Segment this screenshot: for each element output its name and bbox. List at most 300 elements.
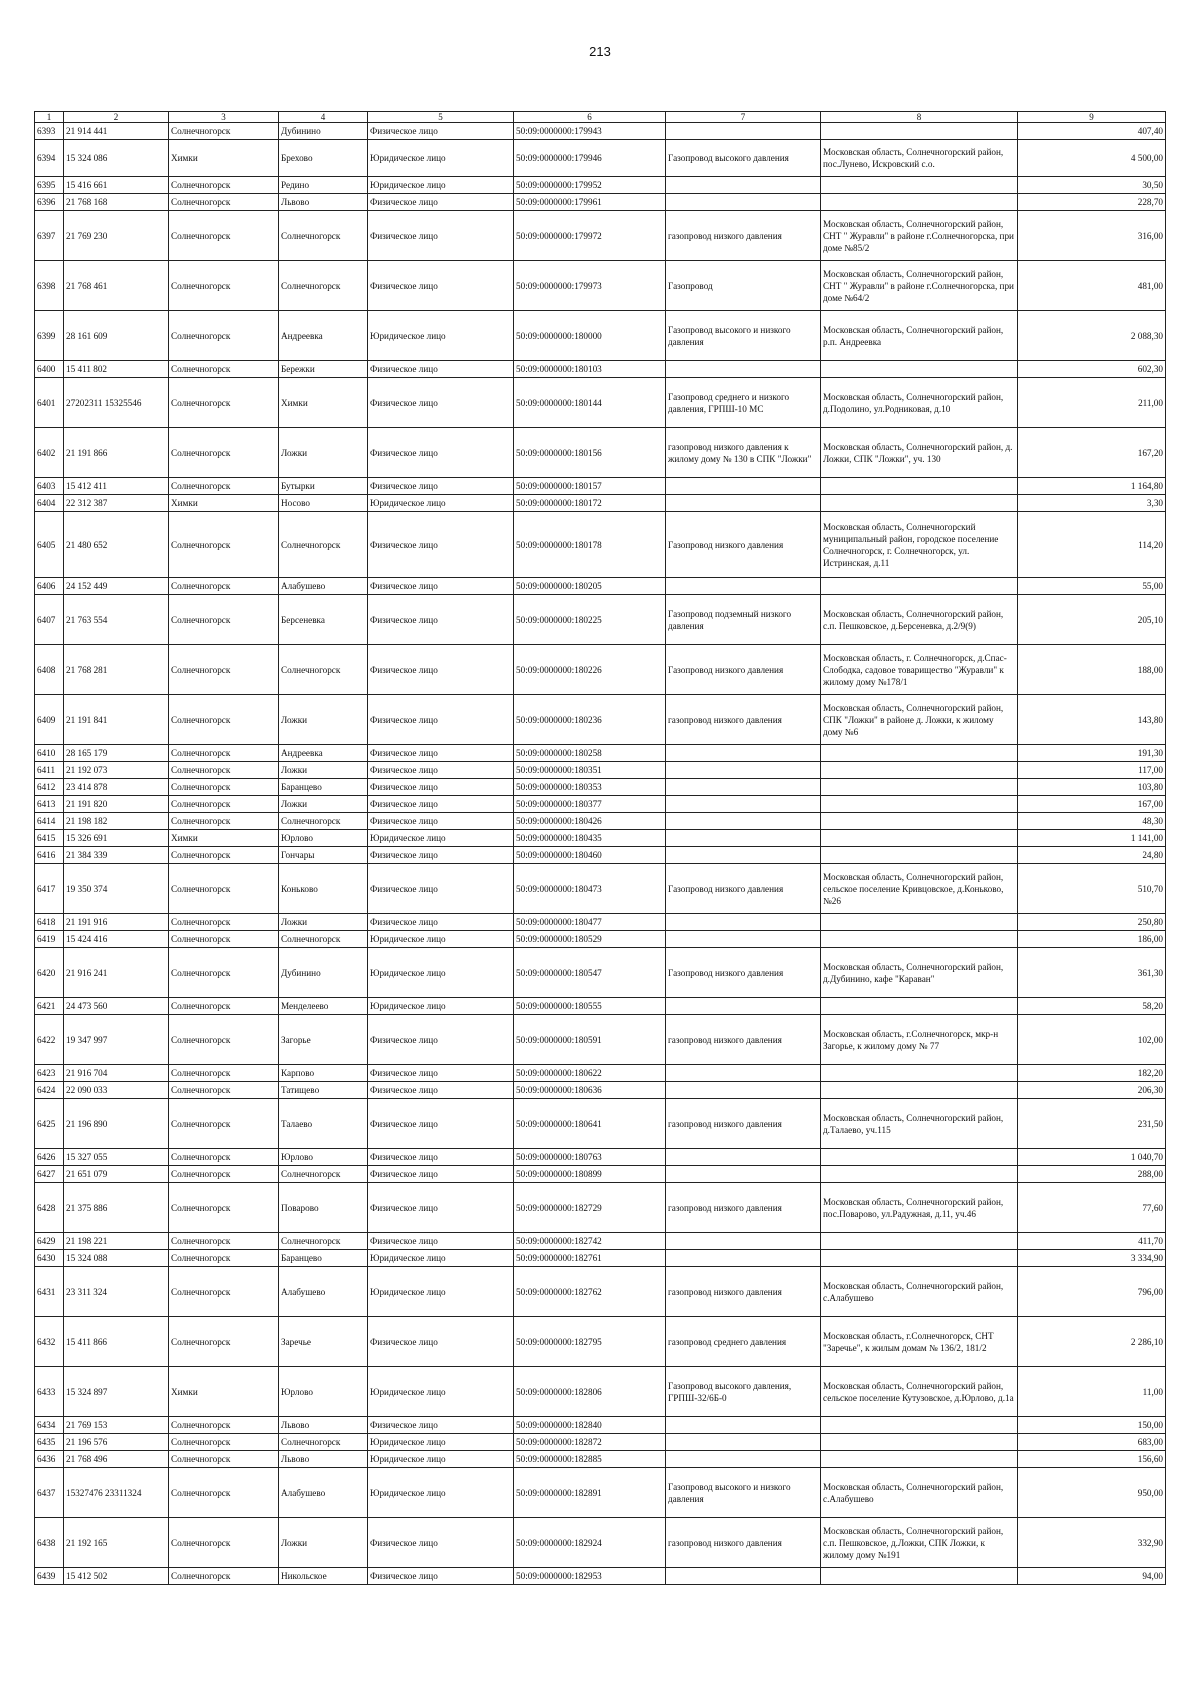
owner-type-cell: Физическое лицо bbox=[368, 1518, 514, 1568]
object-description-cell bbox=[666, 762, 821, 779]
code-cell: 21 763 554 bbox=[64, 595, 169, 645]
district-cell: Химки bbox=[169, 1367, 279, 1417]
cadastral-number-cell: 50:09:0000000:182806 bbox=[514, 1367, 666, 1417]
cadastral-number-cell: 50:09:0000000:180157 bbox=[514, 478, 666, 495]
row-number: 6438 bbox=[35, 1518, 64, 1568]
cadastral-number-cell: 50:09:0000000:179961 bbox=[514, 194, 666, 211]
object-description-cell: Газопровод высокого и низкого давления bbox=[666, 1468, 821, 1518]
district-cell: Солнечногорск bbox=[169, 1267, 279, 1317]
value-cell: 117,00 bbox=[1018, 762, 1166, 779]
locality-cell: Солнечногорск bbox=[279, 261, 368, 311]
row-number: 6403 bbox=[35, 478, 64, 495]
code-cell: 21 480 652 bbox=[64, 512, 169, 578]
value-cell: 2 088,30 bbox=[1018, 311, 1166, 361]
value-cell: 316,00 bbox=[1018, 211, 1166, 261]
locality-cell: Гончары bbox=[279, 847, 368, 864]
table-row bbox=[35, 1183, 1166, 1233]
value-cell: 188,00 bbox=[1018, 645, 1166, 695]
owner-type-cell: Физическое лицо bbox=[368, 645, 514, 695]
value-cell: 206,30 bbox=[1018, 1082, 1166, 1099]
cadastral-number-cell: 50:09:0000000:180377 bbox=[514, 796, 666, 813]
code-cell: 15 327 055 bbox=[64, 1149, 169, 1166]
cadastral-number-cell: 50:09:0000000:180529 bbox=[514, 931, 666, 948]
code-cell: 15 412 411 bbox=[64, 478, 169, 495]
owner-type-cell: Юридическое лицо bbox=[368, 931, 514, 948]
address-cell: Московская область, Солнечногорский район, с.Алабушево bbox=[821, 1468, 1018, 1518]
address-cell bbox=[821, 762, 1018, 779]
district-cell: Солнечногорск bbox=[169, 998, 279, 1015]
row-number: 6400 bbox=[35, 361, 64, 378]
value-cell: 950,00 bbox=[1018, 1468, 1166, 1518]
cadastral-number-cell: 50:09:0000000:180258 bbox=[514, 745, 666, 762]
row-number: 6415 bbox=[35, 830, 64, 847]
object-description-cell: газопровод низкого давления bbox=[666, 1518, 821, 1568]
address-cell bbox=[821, 830, 1018, 847]
code-cell: 21 916 704 bbox=[64, 1065, 169, 1082]
district-cell: Солнечногорск bbox=[169, 948, 279, 998]
owner-type-cell: Физическое лицо bbox=[368, 578, 514, 595]
address-cell: Московская область, г.Солнечногорск, мкр-н Загорье, к жилому дому № 77 bbox=[821, 1015, 1018, 1065]
locality-cell: Алабушево bbox=[279, 578, 368, 595]
address-cell bbox=[821, 931, 1018, 948]
value-cell: 114,20 bbox=[1018, 512, 1166, 578]
row-number: 6422 bbox=[35, 1015, 64, 1065]
locality-cell: Бутырки bbox=[279, 478, 368, 495]
cadastral-number-cell: 50:09:0000000:182924 bbox=[514, 1518, 666, 1568]
address-cell: Московская область, г. Солнечногорск, д.Спас-Слободка, садовое товарищество "Журавли" к жилому дому №178/1 bbox=[821, 645, 1018, 695]
table-row bbox=[35, 512, 1166, 578]
object-description-cell bbox=[666, 361, 821, 378]
cadastral-number-cell: 50:09:0000000:180622 bbox=[514, 1065, 666, 1082]
object-description-cell bbox=[666, 1434, 821, 1451]
value-cell: 24,80 bbox=[1018, 847, 1166, 864]
locality-cell: Коньково bbox=[279, 864, 368, 914]
table-row bbox=[35, 378, 1166, 428]
object-description-cell bbox=[666, 847, 821, 864]
owner-type-cell: Физическое лицо bbox=[368, 512, 514, 578]
address-cell: Московская область, Солнечногорский район, СНТ " Журавли" в районе г.Солнечногорска, при доме №64/2 bbox=[821, 261, 1018, 311]
owner-type-cell: Юридическое лицо bbox=[368, 830, 514, 847]
value-cell: 48,30 bbox=[1018, 813, 1166, 830]
row-number: 6395 bbox=[35, 177, 64, 194]
code-cell: 21 768 168 bbox=[64, 194, 169, 211]
object-description-cell: Газопровод низкого давления bbox=[666, 645, 821, 695]
table-row bbox=[35, 1149, 1166, 1166]
owner-type-cell: Физическое лицо bbox=[368, 1065, 514, 1082]
table-row bbox=[35, 578, 1166, 595]
code-cell: 21 375 886 bbox=[64, 1183, 169, 1233]
object-description-cell bbox=[666, 998, 821, 1015]
object-description-cell: Газопровод низкого давления bbox=[666, 512, 821, 578]
value-cell: 30,50 bbox=[1018, 177, 1166, 194]
district-cell: Солнечногорск bbox=[169, 796, 279, 813]
cadastral-number-cell: 50:09:0000000:180477 bbox=[514, 914, 666, 931]
value-cell: 1 040,70 bbox=[1018, 1149, 1166, 1166]
table-row bbox=[35, 495, 1166, 512]
locality-cell: Редино bbox=[279, 177, 368, 194]
code-cell: 21 192 073 bbox=[64, 762, 169, 779]
value-cell: 481,00 bbox=[1018, 261, 1166, 311]
address-cell: Московская область, Солнечногорский район, д.Подолино, ул.Родниковая, д.10 bbox=[821, 378, 1018, 428]
district-cell: Солнечногорск bbox=[169, 1099, 279, 1149]
object-description-cell: газопровод низкого давления bbox=[666, 1267, 821, 1317]
cadastral-number-cell: 50:09:0000000:180555 bbox=[514, 998, 666, 1015]
owner-type-cell: Юридическое лицо bbox=[368, 1434, 514, 1451]
value-cell: 602,30 bbox=[1018, 361, 1166, 378]
cadastral-number-cell: 50:09:0000000:180103 bbox=[514, 361, 666, 378]
owner-type-cell: Юридическое лицо bbox=[368, 1250, 514, 1267]
value-cell: 3,30 bbox=[1018, 495, 1166, 512]
table-row bbox=[35, 1568, 1166, 1585]
address-cell: Московская область, Солнечногорский район, СНТ " Журавли" в районе г.Солнечногорска, при доме №85/2 bbox=[821, 211, 1018, 261]
value-cell: 191,30 bbox=[1018, 745, 1166, 762]
cadastral-number-cell: 50:09:0000000:179972 bbox=[514, 211, 666, 261]
col-header: 3 bbox=[169, 112, 279, 123]
locality-cell: Химки bbox=[279, 378, 368, 428]
object-description-cell bbox=[666, 478, 821, 495]
table-row bbox=[35, 1233, 1166, 1250]
value-cell: 407,40 bbox=[1018, 123, 1166, 140]
locality-cell: Ложки bbox=[279, 695, 368, 745]
code-cell: 15 326 691 bbox=[64, 830, 169, 847]
cadastral-number-cell: 50:09:0000000:180226 bbox=[514, 645, 666, 695]
object-description-cell: газопровод низкого давления bbox=[666, 1099, 821, 1149]
row-number: 6401 bbox=[35, 378, 64, 428]
code-cell: 21 769 230 bbox=[64, 211, 169, 261]
address-cell bbox=[821, 1250, 1018, 1267]
owner-type-cell: Физическое лицо bbox=[368, 361, 514, 378]
table-row bbox=[35, 311, 1166, 361]
table-row bbox=[35, 762, 1166, 779]
district-cell: Солнечногорск bbox=[169, 931, 279, 948]
value-cell: 1 164,80 bbox=[1018, 478, 1166, 495]
district-cell: Солнечногорск bbox=[169, 779, 279, 796]
code-cell: 15 424 416 bbox=[64, 931, 169, 948]
owner-type-cell: Юридическое лицо bbox=[368, 177, 514, 194]
address-cell bbox=[821, 745, 1018, 762]
object-description-cell bbox=[666, 1082, 821, 1099]
object-description-cell: газопровод низкого давления к жилому дому № 130 в СПК "Ложки" bbox=[666, 428, 821, 478]
district-cell: Солнечногорск bbox=[169, 378, 279, 428]
district-cell: Солнечногорск bbox=[169, 578, 279, 595]
locality-cell: Баранцево bbox=[279, 779, 368, 796]
row-number: 6425 bbox=[35, 1099, 64, 1149]
code-cell: 19 347 997 bbox=[64, 1015, 169, 1065]
district-cell: Солнечногорск bbox=[169, 428, 279, 478]
code-cell: 28 161 609 bbox=[64, 311, 169, 361]
value-cell: 1 141,00 bbox=[1018, 830, 1166, 847]
owner-type-cell: Физическое лицо bbox=[368, 1166, 514, 1183]
code-cell: 15 412 502 bbox=[64, 1568, 169, 1585]
district-cell: Солнечногорск bbox=[169, 1082, 279, 1099]
col-header: 4 bbox=[279, 112, 368, 123]
district-cell: Солнечногорск bbox=[169, 211, 279, 261]
locality-cell: Алабушево bbox=[279, 1468, 368, 1518]
row-number: 6413 bbox=[35, 796, 64, 813]
district-cell: Солнечногорск bbox=[169, 478, 279, 495]
cadastral-number-cell: 50:09:0000000:180000 bbox=[514, 311, 666, 361]
object-description-cell: Газопровод низкого давления bbox=[666, 864, 821, 914]
locality-cell: Талаево bbox=[279, 1099, 368, 1149]
col-header: 2 bbox=[64, 112, 169, 123]
cadastral-number-cell: 50:09:0000000:180172 bbox=[514, 495, 666, 512]
locality-cell: Дубинино bbox=[279, 948, 368, 998]
district-cell: Солнечногорск bbox=[169, 1417, 279, 1434]
locality-cell: Ложки bbox=[279, 796, 368, 813]
district-cell: Химки bbox=[169, 830, 279, 847]
code-cell: 21 191 820 bbox=[64, 796, 169, 813]
header-row bbox=[35, 112, 1166, 123]
locality-cell: Баранцево bbox=[279, 1250, 368, 1267]
address-cell bbox=[821, 779, 1018, 796]
cadastral-number-cell: 50:09:0000000:180205 bbox=[514, 578, 666, 595]
cadastral-number-cell: 50:09:0000000:182762 bbox=[514, 1267, 666, 1317]
district-cell: Солнечногорск bbox=[169, 762, 279, 779]
row-number: 6405 bbox=[35, 512, 64, 578]
address-cell: Московская область, Солнечногорский район, с.п. Пешковское, д.Ложки, СПК Ложки, к жилому дому №191 bbox=[821, 1518, 1018, 1568]
table-row bbox=[35, 1417, 1166, 1434]
district-cell: Солнечногорск bbox=[169, 311, 279, 361]
address-cell bbox=[821, 813, 1018, 830]
district-cell: Солнечногорск bbox=[169, 261, 279, 311]
row-number: 6419 bbox=[35, 931, 64, 948]
district-cell: Солнечногорск bbox=[169, 123, 279, 140]
value-cell: 796,00 bbox=[1018, 1267, 1166, 1317]
district-cell: Солнечногорск bbox=[169, 864, 279, 914]
code-cell: 21 914 441 bbox=[64, 123, 169, 140]
code-cell: 21 196 890 bbox=[64, 1099, 169, 1149]
table-row bbox=[35, 1434, 1166, 1451]
code-cell: 15327476 23311324 bbox=[64, 1468, 169, 1518]
table-row bbox=[35, 914, 1166, 931]
object-description-cell bbox=[666, 931, 821, 948]
row-number: 6418 bbox=[35, 914, 64, 931]
owner-type-cell: Физическое лицо bbox=[368, 813, 514, 830]
cadastral-number-cell: 50:09:0000000:179946 bbox=[514, 140, 666, 177]
table-row bbox=[35, 478, 1166, 495]
code-cell: 15 411 866 bbox=[64, 1317, 169, 1367]
locality-cell: Татищево bbox=[279, 1082, 368, 1099]
address-cell: Московская область, Солнечногорский район, СПК "Ложки" в районе д. Ложки, к жилому дому №6 bbox=[821, 695, 1018, 745]
row-number: 6434 bbox=[35, 1417, 64, 1434]
district-cell: Химки bbox=[169, 140, 279, 177]
value-cell: 94,00 bbox=[1018, 1568, 1166, 1585]
table-row bbox=[35, 211, 1166, 261]
row-number: 6426 bbox=[35, 1149, 64, 1166]
locality-cell: Солнечногорск bbox=[279, 1434, 368, 1451]
object-description-cell bbox=[666, 1451, 821, 1468]
locality-cell: Заречье bbox=[279, 1317, 368, 1367]
object-description-cell: газопровод среднего давления bbox=[666, 1317, 821, 1367]
owner-type-cell: Физическое лицо bbox=[368, 428, 514, 478]
address-cell bbox=[821, 495, 1018, 512]
cadastral-number-cell: 50:09:0000000:180547 bbox=[514, 948, 666, 998]
table-row bbox=[35, 645, 1166, 695]
object-description-cell: Газопровод высокого давления bbox=[666, 140, 821, 177]
value-cell: 205,10 bbox=[1018, 595, 1166, 645]
cadastral-number-cell: 50:09:0000000:180435 bbox=[514, 830, 666, 847]
locality-cell: Ложки bbox=[279, 914, 368, 931]
locality-cell: Никольское bbox=[279, 1568, 368, 1585]
table-row bbox=[35, 428, 1166, 478]
object-description-cell bbox=[666, 1417, 821, 1434]
address-cell bbox=[821, 1568, 1018, 1585]
cadastral-number-cell: 50:09:0000000:180636 bbox=[514, 1082, 666, 1099]
locality-cell: Солнечногорск bbox=[279, 931, 368, 948]
cadastral-number-cell: 50:09:0000000:180591 bbox=[514, 1015, 666, 1065]
object-description-cell: газопровод низкого давления bbox=[666, 1015, 821, 1065]
code-cell: 21 191 916 bbox=[64, 914, 169, 931]
value-cell: 182,20 bbox=[1018, 1065, 1166, 1082]
locality-cell: Львово bbox=[279, 194, 368, 211]
owner-type-cell: Физическое лицо bbox=[368, 695, 514, 745]
owner-type-cell: Физическое лицо bbox=[368, 123, 514, 140]
cadastral-number-cell: 50:09:0000000:180353 bbox=[514, 779, 666, 796]
address-cell bbox=[821, 914, 1018, 931]
table-row bbox=[35, 948, 1166, 998]
code-cell: 21 196 576 bbox=[64, 1434, 169, 1451]
owner-type-cell: Физическое лицо bbox=[368, 1233, 514, 1250]
owner-type-cell: Физическое лицо bbox=[368, 779, 514, 796]
code-cell: 22 090 033 bbox=[64, 1082, 169, 1099]
code-cell: 19 350 374 bbox=[64, 864, 169, 914]
table-row bbox=[35, 779, 1166, 796]
row-number: 6393 bbox=[35, 123, 64, 140]
address-cell: Московская область, Солнечногорский муниципальный район, городское поселение Солнечногорск, г. Солнечногорск, ул. Истринская, д.11 bbox=[821, 512, 1018, 578]
table-row bbox=[35, 830, 1166, 847]
row-number: 6433 bbox=[35, 1367, 64, 1417]
table-row bbox=[35, 595, 1166, 645]
page-number: 213 bbox=[589, 44, 611, 59]
cadastral-number-cell: 50:09:0000000:182891 bbox=[514, 1468, 666, 1518]
table-row bbox=[35, 194, 1166, 211]
owner-type-cell: Физическое лицо bbox=[368, 1015, 514, 1065]
locality-cell: Юрлово bbox=[279, 1367, 368, 1417]
address-cell bbox=[821, 1065, 1018, 1082]
row-number: 6431 bbox=[35, 1267, 64, 1317]
code-cell: 23 311 324 bbox=[64, 1267, 169, 1317]
code-cell: 15 411 802 bbox=[64, 361, 169, 378]
value-cell: 150,00 bbox=[1018, 1417, 1166, 1434]
code-cell: 21 916 241 bbox=[64, 948, 169, 998]
object-description-cell bbox=[666, 495, 821, 512]
locality-cell: Солнечногорск bbox=[279, 1166, 368, 1183]
table-row bbox=[35, 813, 1166, 830]
address-cell bbox=[821, 1149, 1018, 1166]
district-cell: Солнечногорск bbox=[169, 1518, 279, 1568]
value-cell: 250,80 bbox=[1018, 914, 1166, 931]
table-row bbox=[35, 140, 1166, 177]
value-cell: 4 500,00 bbox=[1018, 140, 1166, 177]
owner-type-cell: Юридическое лицо bbox=[368, 1367, 514, 1417]
value-cell: 186,00 bbox=[1018, 931, 1166, 948]
cadastral-number-cell: 50:09:0000000:180351 bbox=[514, 762, 666, 779]
locality-cell: Алабушево bbox=[279, 1267, 368, 1317]
owner-type-cell: Физическое лицо bbox=[368, 211, 514, 261]
locality-cell: Дубинино bbox=[279, 123, 368, 140]
owner-type-cell: Физическое лицо bbox=[368, 1317, 514, 1367]
cadastral-number-cell: 50:09:0000000:180144 bbox=[514, 378, 666, 428]
owner-type-cell: Физическое лицо bbox=[368, 595, 514, 645]
object-description-cell bbox=[666, 177, 821, 194]
locality-cell: Юрлово bbox=[279, 830, 368, 847]
owner-type-cell: Юридическое лицо bbox=[368, 140, 514, 177]
cadastral-number-cell: 50:09:0000000:180641 bbox=[514, 1099, 666, 1149]
owner-type-cell: Физическое лицо bbox=[368, 847, 514, 864]
district-cell: Солнечногорск bbox=[169, 595, 279, 645]
locality-cell: Карпово bbox=[279, 1065, 368, 1082]
code-cell: 24 152 449 bbox=[64, 578, 169, 595]
row-number: 6423 bbox=[35, 1065, 64, 1082]
row-number: 6439 bbox=[35, 1568, 64, 1585]
row-number: 6430 bbox=[35, 1250, 64, 1267]
district-cell: Солнечногорск bbox=[169, 1317, 279, 1367]
cadastral-number-cell: 50:09:0000000:180156 bbox=[514, 428, 666, 478]
district-cell: Солнечногорск bbox=[169, 745, 279, 762]
owner-type-cell: Физическое лицо bbox=[368, 914, 514, 931]
district-cell: Солнечногорск bbox=[169, 695, 279, 745]
district-cell: Солнечногорск bbox=[169, 1468, 279, 1518]
locality-cell: Львово bbox=[279, 1417, 368, 1434]
cadastral-number-cell: 50:09:0000000:180473 bbox=[514, 864, 666, 914]
value-cell: 2 286,10 bbox=[1018, 1317, 1166, 1367]
row-number: 6410 bbox=[35, 745, 64, 762]
locality-cell: Солнечногорск bbox=[279, 645, 368, 695]
district-cell: Солнечногорск bbox=[169, 1250, 279, 1267]
value-cell: 156,60 bbox=[1018, 1451, 1166, 1468]
table-row bbox=[35, 931, 1166, 948]
object-description-cell bbox=[666, 1065, 821, 1082]
object-description-cell bbox=[666, 194, 821, 211]
value-cell: 228,70 bbox=[1018, 194, 1166, 211]
object-description-cell: газопровод низкого давления bbox=[666, 695, 821, 745]
owner-type-cell: Юридическое лицо bbox=[368, 1267, 514, 1317]
code-cell: 21 768 496 bbox=[64, 1451, 169, 1468]
owner-type-cell: Физическое лицо bbox=[368, 796, 514, 813]
table-row bbox=[35, 177, 1166, 194]
code-cell: 22 312 387 bbox=[64, 495, 169, 512]
cadastral-number-cell: 50:09:0000000:180178 bbox=[514, 512, 666, 578]
row-number: 6402 bbox=[35, 428, 64, 478]
code-cell: 21 769 153 bbox=[64, 1417, 169, 1434]
table-row bbox=[35, 1065, 1166, 1082]
owner-type-cell: Физическое лицо bbox=[368, 1183, 514, 1233]
code-cell: 27202311 15325546 bbox=[64, 378, 169, 428]
address-cell bbox=[821, 578, 1018, 595]
col-header: 5 bbox=[368, 112, 514, 123]
object-description-cell bbox=[666, 830, 821, 847]
address-cell bbox=[821, 998, 1018, 1015]
cadastral-number-cell: 50:09:0000000:180236 bbox=[514, 695, 666, 745]
row-number: 6411 bbox=[35, 762, 64, 779]
table-row bbox=[35, 998, 1166, 1015]
district-cell: Солнечногорск bbox=[169, 914, 279, 931]
address-cell: Московская область, Солнечногорский район, с.Алабушево bbox=[821, 1267, 1018, 1317]
address-cell bbox=[821, 1451, 1018, 1468]
owner-type-cell: Физическое лицо bbox=[368, 1099, 514, 1149]
table-row bbox=[35, 1250, 1166, 1267]
address-cell bbox=[821, 1233, 1018, 1250]
owner-type-cell: Физическое лицо bbox=[368, 864, 514, 914]
cadastral-number-cell: 50:09:0000000:182742 bbox=[514, 1233, 666, 1250]
row-number: 6424 bbox=[35, 1082, 64, 1099]
cadastral-number-cell: 50:09:0000000:182885 bbox=[514, 1451, 666, 1468]
locality-cell: Берсеневка bbox=[279, 595, 368, 645]
value-cell: 510,70 bbox=[1018, 864, 1166, 914]
cadastral-number-cell: 50:09:0000000:180899 bbox=[514, 1166, 666, 1183]
object-description-cell: Газопровод среднего и низкого давления, ГРПШ-10 МС bbox=[666, 378, 821, 428]
owner-type-cell: Юридическое лицо bbox=[368, 1451, 514, 1468]
